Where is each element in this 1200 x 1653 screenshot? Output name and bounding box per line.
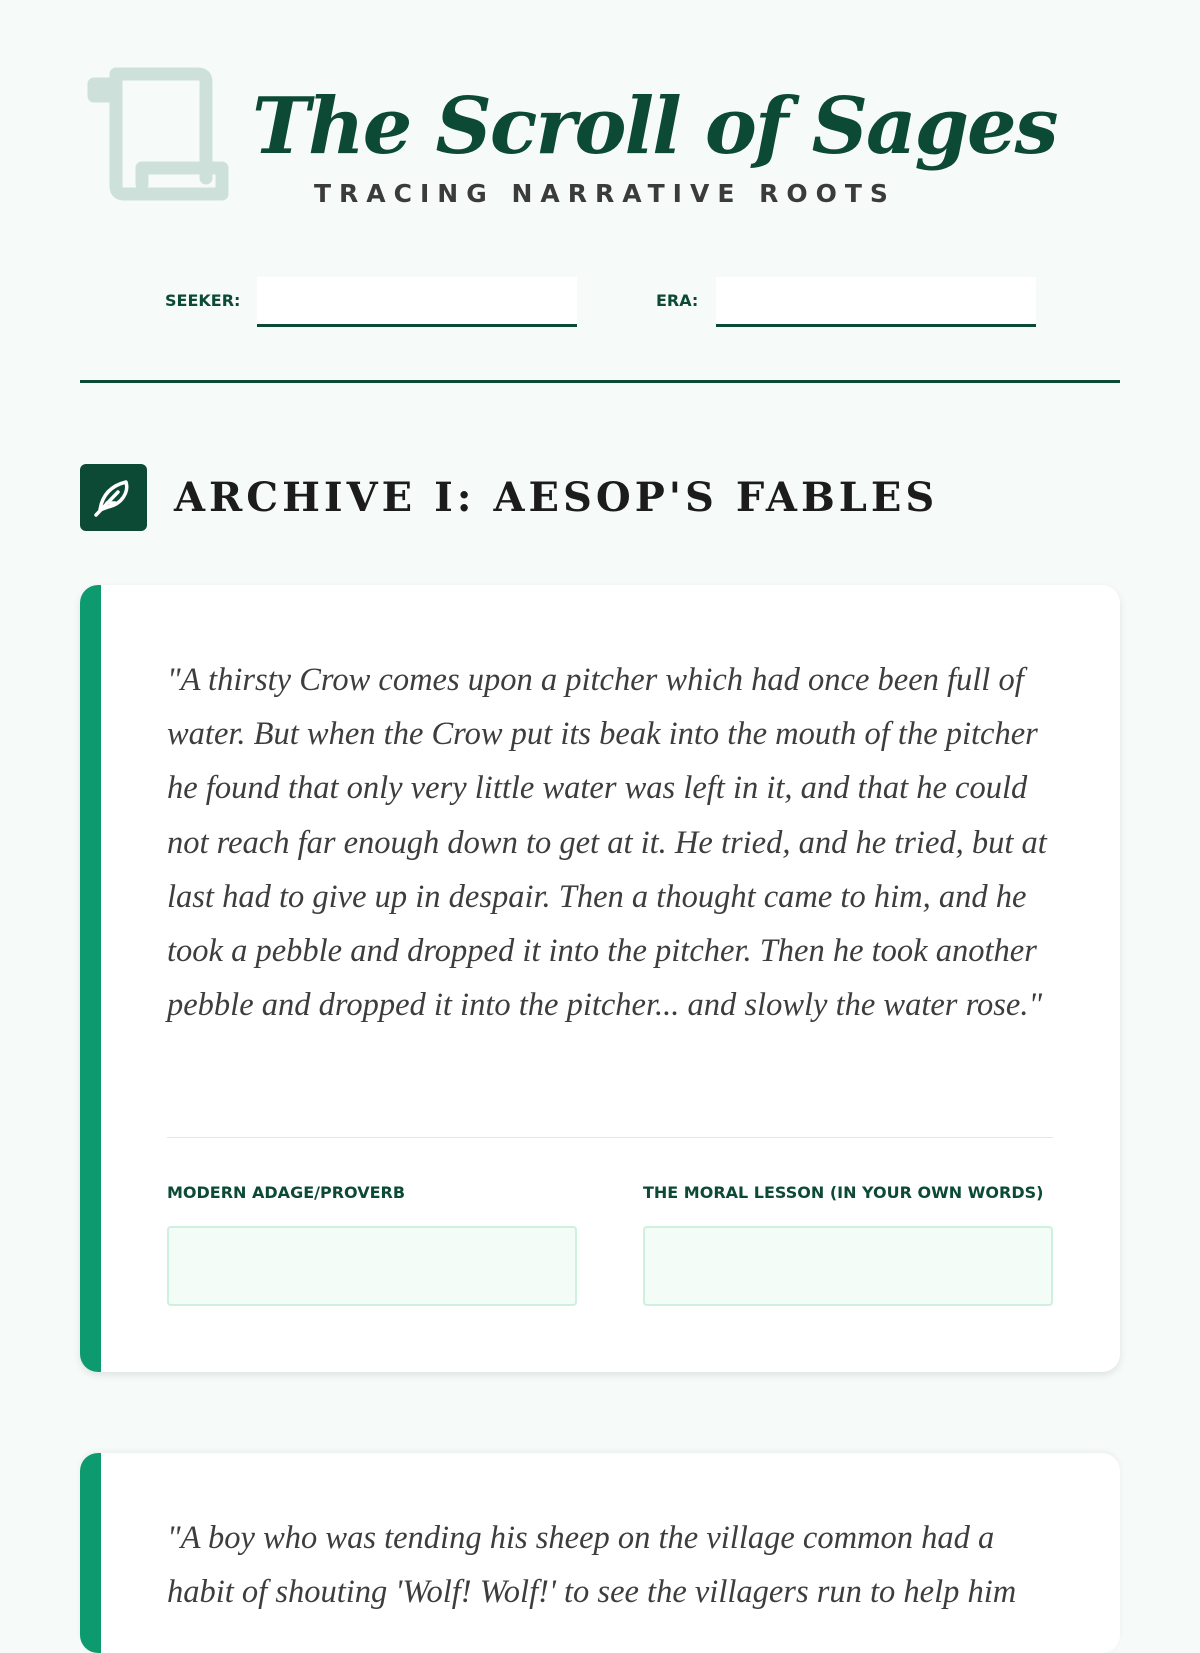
fable-passage: "A boy who was tending his sheep on the village common had a habit of shouting 'Wolf! Wolf!' to see the villagers run to help him (167, 1520, 1017, 1611)
moral-input[interactable] (643, 1226, 1053, 1306)
era-label: ERA: (656, 291, 699, 310)
moral-label: THE MORAL LESSON (IN YOUR OWN WORDS) (643, 1183, 1044, 1202)
page-title: The Scroll of Sages (252, 81, 1057, 172)
fable-card (80, 1453, 1120, 1653)
page-subtitle: TRACING NARRATIVE ROOTS (314, 179, 896, 208)
page-header (86, 66, 1116, 216)
fable-passage: "A thirsty Crow comes upon a pitcher which had once been full of water. But when the Crow put its beak into the mouth of the pitcher he found that only very little water was left in it, and that he could not reach far enough down to get at it. He tried, and he tried, but at last had to give up in despair. Then a thought came to him, and he took a pebble and dropped it into the pitcher. Then he took another pebble and dropped it into the pitcher... and slowly the water rose." (167, 662, 1047, 1024)
seeker-label: SEEKER: (165, 291, 241, 310)
era-input[interactable] (716, 277, 1036, 327)
header-divider (80, 380, 1120, 383)
seeker-input[interactable] (257, 277, 577, 327)
adage-input[interactable] (167, 1226, 577, 1306)
adage-label: MODERN ADAGE/PROVERB (167, 1183, 406, 1202)
section-title: ARCHIVE I: AESOP'S FABLES (174, 474, 939, 521)
fable-card (80, 585, 1120, 1372)
feather-icon (80, 464, 147, 531)
scroll-icon (86, 66, 236, 202)
card-divider (167, 1137, 1053, 1138)
